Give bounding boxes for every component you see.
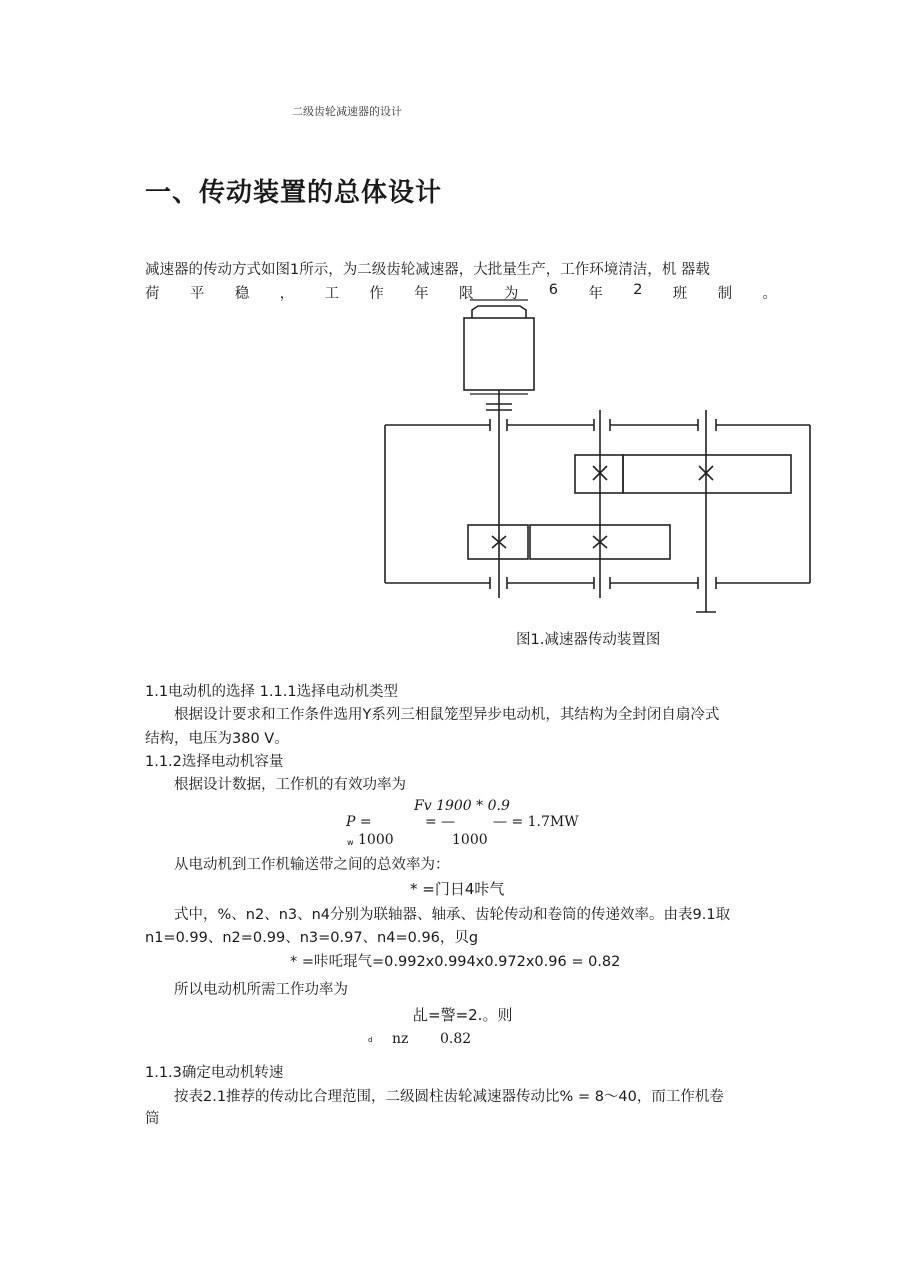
paragraph: 结构，电压为380 V。: [145, 731, 289, 747]
intro-token: 年: [414, 286, 429, 302]
eq3: * =咔吒琨气=0.992x0.994x0.972x0.96 = 0.82: [290, 954, 621, 970]
motor-top: [472, 306, 526, 318]
intro-token: 稳: [234, 286, 250, 302]
eq1-lhs: P =: [346, 814, 372, 830]
intro-token: 作: [369, 286, 384, 302]
intro-token: 班: [672, 286, 688, 302]
paragraph: 按表2.1推荐的传动比合理范围，二级圆柱齿轮减速器传动比% = 8～40，而工作机卷: [174, 1089, 724, 1105]
paragraph: 所以电动机所需工作功率为: [174, 982, 348, 998]
intro-token: 工: [324, 286, 339, 302]
paragraph: 从电动机到工作机输送带之间的总效率为：: [174, 857, 450, 873]
intro-token: 。: [762, 286, 777, 302]
eq1-numerator: Fv 1900 * 0.9: [414, 798, 510, 814]
intro-token: 制: [717, 286, 733, 302]
intro-token: 平: [189, 286, 205, 302]
eq1-mid: = —: [425, 814, 456, 830]
eq2: * =门日4咔气: [410, 880, 505, 898]
intro-token: 荷: [145, 286, 160, 302]
intro-token: 为: [503, 286, 519, 302]
intro-token: ，: [279, 286, 295, 302]
eq4-nz: nz: [392, 1031, 409, 1047]
paragraph: 根据设计要求和工作条件选用Y系列三相鼠笼型异步电动机，其结构为全封闭自扇冷式: [174, 707, 720, 723]
eq1-denominator: 1000: [452, 832, 488, 848]
eq4-value: 0.82: [440, 1031, 472, 1047]
page-header: 二级齿轮减速器的设计: [292, 105, 402, 118]
intro-token: 2: [633, 282, 643, 298]
eq1-denominator: 1000: [358, 832, 394, 848]
eq1-subscript: w: [347, 838, 354, 847]
paragraph: 式中，%、n2、n3、n4分别为联轴器、轴承、齿轮传动和卷筒的传递效率。由表9.1取: [174, 907, 731, 923]
section-1-1-2-heading: 1.1.2选择电动机容量: [145, 754, 284, 770]
paragraph: 根据设计数据，工作机的有效功率为: [174, 777, 406, 793]
section-1-1-3-heading: 1.1.3确定电动机转速: [145, 1065, 284, 1081]
figure-caption: 图1.减速器传动装置图: [516, 632, 661, 648]
intro-line-1: 减速器的传动方式如图1所示，为二级齿轮减速器，大批量生产，工作环境清洁，机 器载: [145, 262, 710, 278]
eq1-rhs: — = 1.7MW: [493, 814, 579, 830]
eq4: 乩=警=2.。则: [413, 1006, 513, 1024]
section-title: 一、传动装置的总体设计: [145, 178, 443, 208]
paragraph: n1=0.99、n2=0.99、n3=0.97、n4=0.96，贝g: [145, 930, 479, 946]
eq4-mark: d: [368, 1036, 373, 1044]
intro-token: 6: [548, 282, 558, 298]
paragraph: 筒: [145, 1111, 160, 1127]
section-1-1-1-heading: 1.1电动机的选择 1.1.1选择电动机类型: [145, 684, 399, 700]
motor-body: [464, 318, 534, 390]
intro-token: 限: [459, 286, 474, 302]
intro-token: 年: [588, 286, 603, 302]
